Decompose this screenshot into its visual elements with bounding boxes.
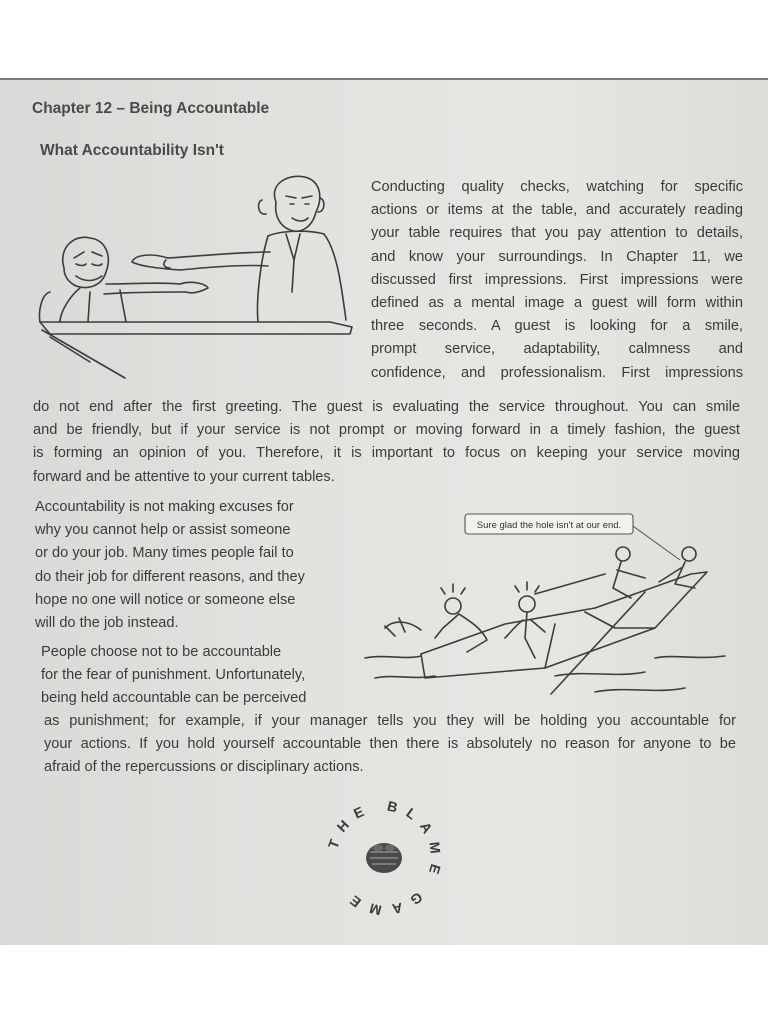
- boat-caption: Sure glad the hole isn't at our end.: [476, 520, 622, 531]
- text-line: will do the job instead.: [35, 615, 179, 632]
- text-line: why you cannot help or assist someone: [35, 522, 291, 539]
- paragraph-2: [35, 496, 355, 635]
- paragraph-3-continuation: [44, 710, 736, 780]
- book-page: [0, 80, 768, 945]
- section-title: What Accountability Isn't: [40, 142, 224, 159]
- text-line: forward and be attentive to your current tables.: [33, 468, 335, 485]
- text-line: your table requires that you pay attention to details,: [371, 225, 743, 242]
- text-line: and know your surroundings. In Chapter 11, we: [371, 248, 743, 265]
- text-line: your actions. If you hold yourself accountable then there is absolutely no reason for anyone to be: [44, 736, 736, 753]
- text-line: People choose not to be accountable: [41, 644, 282, 660]
- text-line: discussed first impressions. First impressions were: [371, 271, 743, 288]
- text-line: afraid of the repercussions or disciplinary actions.: [44, 759, 364, 776]
- text-line: confidence, and professionalism. First impressions: [371, 364, 743, 381]
- blame-game-logo: [322, 796, 446, 920]
- text-line: prompt service, adaptability, calmness and: [371, 341, 743, 358]
- paragraph-3-left-column: [41, 641, 341, 711]
- chapter-title: Chapter 12 – Being Accountable: [32, 100, 270, 117]
- text-line: do their job for different reasons, and they: [35, 568, 305, 585]
- pointing-cartoon-illustration: [30, 172, 360, 382]
- fist-icon: [366, 843, 402, 873]
- text-line: actions or items at the table, and accurately reading: [371, 202, 743, 219]
- text-line: or do your job. Many times people fail to: [35, 545, 294, 562]
- text-line: hope no one will notice or someone else: [35, 591, 296, 608]
- logo-text: THE BLAME GAME: [324, 797, 445, 919]
- text-line: three seconds. A guest is looking for a smile,: [371, 318, 743, 335]
- text-line: do not end after the first greeting. The guest is evaluating the service throughout. You can smile: [33, 399, 740, 415]
- text-line: defined as a mental image a guest will form within: [371, 295, 743, 312]
- sinking-boat-illustration: [355, 508, 735, 708]
- text-line: for the fear of punishment. Unfortunately,: [41, 667, 306, 684]
- text-line: Conducting quality checks, watching for specific: [371, 179, 743, 195]
- text-line: is forming an opinion of you. Therefore, it is important to focus on keeping your service moving: [33, 445, 740, 462]
- text-line: and be friendly, but if your service is not prompt or moving forward in a timely fashion, the guest: [33, 422, 740, 439]
- paragraph-1-continuation: [33, 396, 740, 489]
- text-line: being held accountable can be perceived: [41, 690, 307, 707]
- text-line: as punishment; for example, if your manager tells you they will be holding you accountable for: [44, 713, 736, 729]
- paragraph-1-right-column: [371, 176, 743, 385]
- text-line: Accountability is not making excuses for: [35, 499, 294, 515]
